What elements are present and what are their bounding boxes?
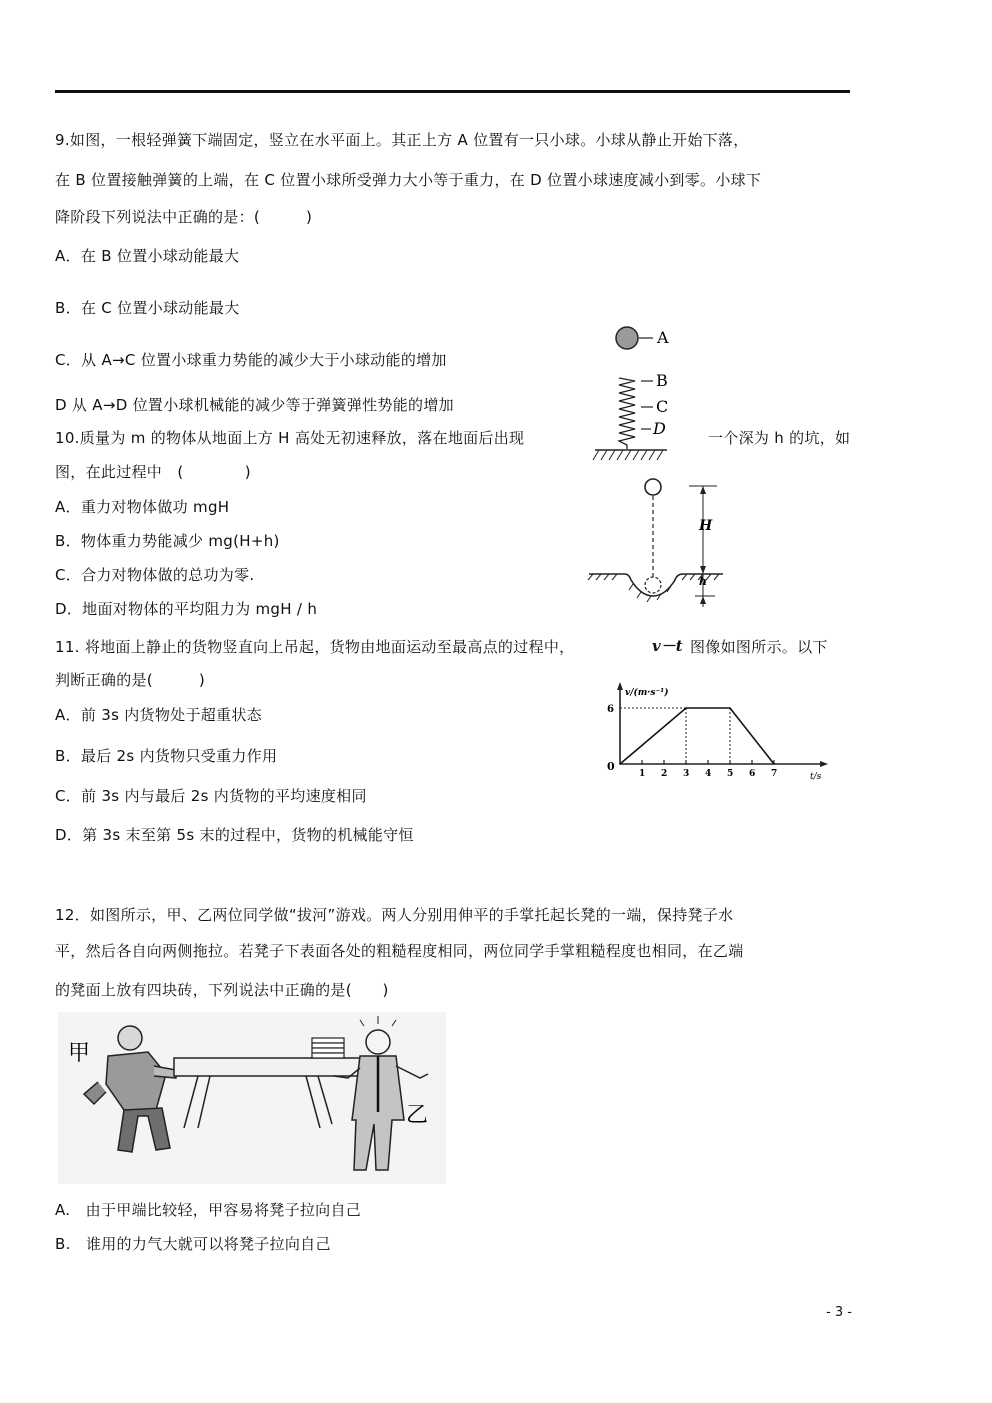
q10-option-d: D．地面对物体的平均阻力为 mgH / h (55, 600, 318, 618)
vt-symbol: v－t (652, 637, 683, 655)
label-b: B (656, 371, 668, 390)
q11-option-a: A．前 3s 内货物处于超重状态 (55, 706, 262, 724)
q12-tug-figure (58, 1012, 446, 1184)
q11-option-d: D．第 3s 末至第 5s 末的过程中，货物的机械能守恒 (55, 826, 414, 844)
y-tick-label: 6 (607, 704, 614, 715)
x-axis-label: t/s (810, 772, 822, 782)
x-tick-label: 4 (705, 769, 712, 779)
label-d: D (653, 419, 666, 438)
vt-data-point (773, 763, 775, 765)
vt-data-point (685, 707, 687, 709)
q11-option-b: B．最后 2s 内货物只受重力作用 (55, 747, 278, 765)
q10-stem-line1b: 一个深为 h 的坑，如 (708, 429, 851, 447)
ball (616, 327, 638, 349)
object-ball (645, 479, 661, 495)
q9-option-d: D 从 A→D 位置小球机械能的减少等于弹簧弹性势能的增加 (55, 396, 454, 414)
origin-label: 0 (607, 760, 615, 773)
label-jia: 甲 (68, 1041, 91, 1066)
label-c: C (656, 397, 669, 416)
bricks (312, 1038, 344, 1058)
q9-stem-line1: 9.如图，一根轻弹簧下端固定，竖立在水平面上。其正上方 A 位置有一只小球。小球从静止开始下落， (55, 131, 749, 149)
x-tick-label: 1 (639, 769, 646, 779)
q9-option-b: B．在 C 位置小球动能最大 (55, 299, 240, 317)
q9-option-a: A．在 B 位置小球动能最大 (55, 247, 240, 265)
q10-pit-figure (585, 474, 735, 612)
x-tick-label: 3 (683, 769, 690, 779)
q11-stem-line1b: 图像如图所示。以下 (690, 638, 828, 656)
q9-stem-line2: 在 B 位置接触弹簧的上端，在 C 位置小球所受弹力大小等于重力，在 D 位置小球速度减小到零。小球下 (55, 171, 762, 189)
spring (619, 378, 635, 449)
vt-data-point (619, 763, 621, 765)
q11-stem-line2: 判断正确的是( ) (55, 671, 206, 689)
q9-stem-line3: 降阶段下列说法中正确的是：( ) (55, 208, 313, 226)
q12-stem-line1: 12．如图所示，甲、乙两位同学做“拔河”游戏。两人分别用伸平的手掌托起长凳的一端，保持凳子水 (55, 906, 734, 924)
vt-data-point (729, 707, 731, 709)
q10-stem-line1a: 10.质量为 m 的物体从地面上方 H 高处无初速释放，落在地面后出现 (55, 429, 525, 447)
page-number: - 3 - (826, 1305, 852, 1320)
x-tick-label: 7 (771, 769, 778, 779)
object-ball-final (645, 577, 661, 593)
x-tick-label: 5 (727, 769, 734, 779)
q10-option-b: B．物体重力势能减少 mg(H+h) (55, 532, 280, 550)
q10-option-a: A．重力对物体做功 mgH (55, 498, 230, 516)
q12-option-b: B. 谁用的力气大就可以将凳子拉向自己 (55, 1235, 331, 1253)
q10-option-c: C．合力对物体做的总功为零. (55, 566, 255, 584)
label-yi: 乙 (406, 1103, 429, 1128)
label-small-h: h (699, 575, 707, 588)
q12-stem-line3: 的凳面上放有四块砖，下列说法中正确的是( ) (55, 981, 389, 999)
q11-vt-chart (600, 682, 832, 788)
q12-option-a: A. 由于甲端比较轻，甲容易将凳子拉向自己 (55, 1201, 362, 1219)
q11-stem-line1a: 11. 将地面上静止的货物竖直向上吊起，货物由地面运动至最高点的过程中， (55, 638, 575, 656)
header-rule (55, 90, 850, 93)
x-tick-label: 6 (749, 769, 756, 779)
y-axis-label: v/(m·s⁻¹) (625, 688, 669, 698)
q10-stem-line2: 图，在此过程中 ( ) (55, 463, 251, 481)
label-a: A (657, 328, 669, 347)
q9-option-c: C．从 A→C 位置小球重力势能的减少大于小球动能的增加 (55, 351, 447, 369)
x-tick-label: 2 (661, 769, 668, 779)
q9-spring-figure (585, 318, 695, 466)
q11-option-c: C．前 3s 内与最后 2s 内货物的平均速度相同 (55, 787, 367, 805)
q12-stem-line2: 平，然后各自向两侧拖拉。若凳子下表面各处的粗糙程度相同，两位同学手掌粗糙程度也相同，在乙端 (55, 942, 744, 960)
label-big-h: H (699, 518, 713, 534)
vt-series-line (620, 708, 774, 764)
